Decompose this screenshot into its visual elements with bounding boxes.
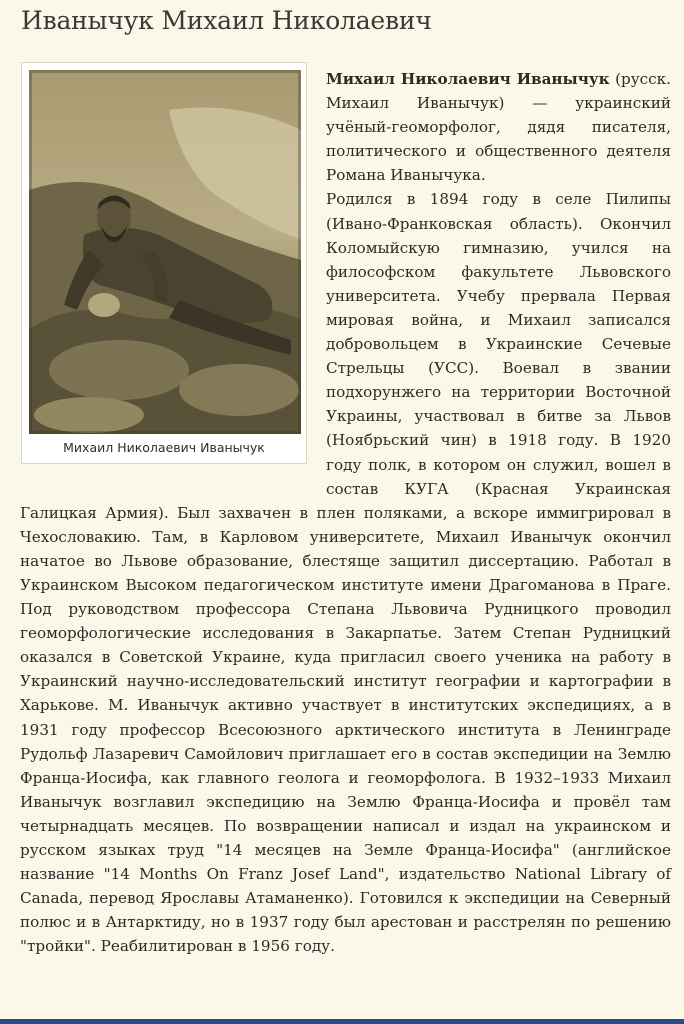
figure-caption: Михаил Николаевич Иванычук (63, 440, 265, 455)
page-title: Иванычук Михаил Николаевич (21, 6, 432, 35)
portrait-photo (29, 70, 301, 434)
portrait-figure (21, 62, 307, 464)
person-name-bold: Михаил Николаевич Иванычук (326, 70, 610, 88)
portrait-image (29, 70, 301, 434)
intro-text: (русск. Михаил Иванычук) — украинский учёный-геоморфолог, дядя писателя, политического и общественного деятеля Романа Иванычука. (326, 70, 671, 185)
bottom-bar (0, 1019, 684, 1024)
body-paragraph: Родился в 1894 году в селе Пилипы (Ивано-Франковская область). Окончил Коломыйскую гимназию, учился на философском факультете Львовского университета. Учебу прервала Первая мировая война, и Михаил записался добровольцем в Украинские Сечевые Стрельцы (УСС). Воевал в звании подхорунжего на территории Восточной Украины, участвовал в битве за Львов (Ноябрьский чин) в 1918 году. В 1920 году полк, в котором он служил, вошел в состав КУГА (Красная Украинская Галицкая Армия). Был захвачен в плен поляками, а вскоре иммигрировал в Чехословакию. Там, в Карловом университете, Михаил Иванычук окончил начатое во Львове образование, блестяще защитил диссертацию. Работал в Украинском Высоком педагогическом институте имени Драгоманова в Праге. Под руководством профессора Степана Львовича Рудницкого проводил геоморфологические исследования в Закарпатье. Затем Степан Рудницкий оказался в Советской Украине, куда пригласил своего ученика на работу в Украинский научно-исследовательский институт географии и картографии в Харькове. М. Иванычук активно участвует в институтских экспедициях, а в 1931 году профессор Всесоюзного арктического института в Ленинграде Рудольф Лазаревич Самойлович приглашает его в состав экспедиции на Землю Франца-Иосифа, как главного геолога и геоморфолога. В 1932–1933 Михаил Иванычук возглавил экспедицию на Землю Франца-Иосифа и провёл там четырнадцать месяцев. По возвращении написал и издал на украинском и русском языках труд "14 месяцев на Земле Франца-Иосифа" (английское название "14 Months On Franz Josef Land", издательство National Library of Canada, перевод Ярославы Атаманенко). Готовился к экспедиции на Северный полюс и в Антарктиду, но в 1937 году был арестован и расстрелян по решению "тройки". Реабилитирован в 1956 году. (20, 190, 671, 956)
